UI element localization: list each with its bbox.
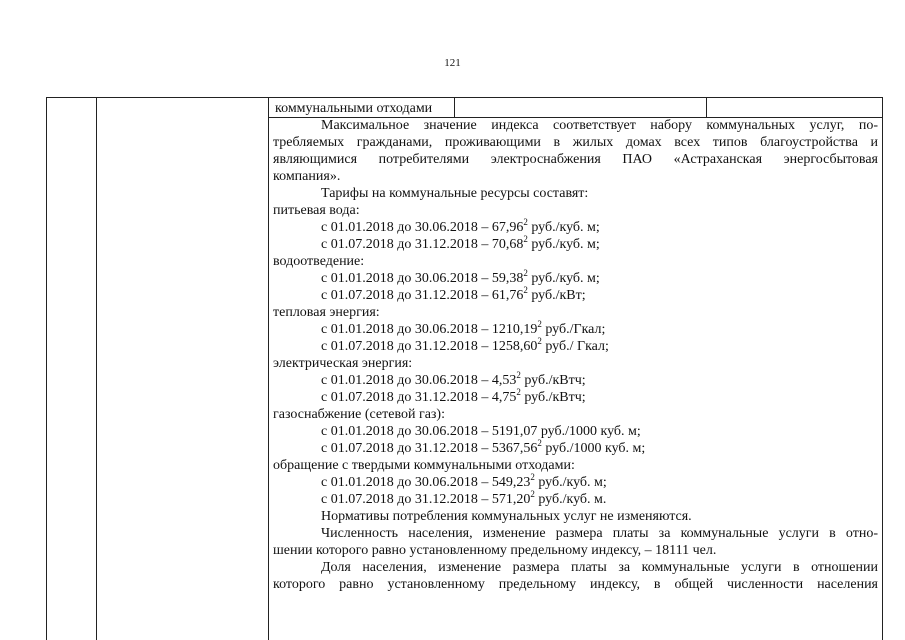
table-border-left [46, 97, 47, 640]
table-border-right [882, 97, 883, 640]
gas-tariff-1: с 01.01.2018 до 30.06.2018 – 5191,07 руб./1000 куб. м; [321, 424, 641, 439]
table-column-divider-1 [96, 97, 97, 640]
norms-text: Нормативы потребления коммунальных услуг не изменяются. [321, 509, 692, 524]
waste-label: обращение с твердыми коммунальными отходами: [273, 458, 575, 473]
heat-tariff-1: с 01.01.2018 до 30.06.2018 – 1210,19$^2$ руб./Гкал; [321, 319, 606, 337]
sewage-tariff-2: с 01.07.2018 до 31.12.2018 – 61,76$^2$ руб./кВт; [321, 285, 586, 303]
water-tariff-1: с 01.01.2018 до 30.06.2018 – 67,96$^2$ руб./куб. м; [321, 217, 600, 235]
text-block [273, 100, 878, 593]
paragraph-line: компания». [273, 169, 341, 184]
population-line: Численность населения, изменение размера платы за коммунальные услуги в отно- [321, 526, 878, 541]
gas-tariff-2: с 01.07.2018 до 31.12.2018 – 5367,56$^2$ руб./1000 куб. м; [321, 438, 646, 456]
waste-tariff-1: с 01.01.2018 до 30.06.2018 – 549,23$^2$ руб./куб. м; [321, 472, 607, 490]
gas-label: газоснабжение (сетевой газ): [273, 407, 445, 422]
first-line-text: коммунальными отходами [275, 101, 433, 116]
share-line: которого равно установленному предельному индексу, в общей численности населения [273, 577, 878, 592]
sewage-tariff-1: с 01.01.2018 до 30.06.2018 – 59,38$^2$ руб./куб. м; [321, 268, 600, 286]
heat-label: тепловая энергия: [273, 305, 380, 320]
table-column-divider-2 [268, 97, 269, 640]
page-number: 121 [444, 57, 461, 69]
heat-tariff-2: с 01.07.2018 до 31.12.2018 – 1258,60$^2$ руб./ Гкал; [321, 336, 609, 354]
tariffs-intro: Тарифы на коммунальные ресурсы составят: [321, 186, 589, 201]
paragraph-line: являющимися потребителями электроснабжения ПАО «Астраханская энергосбытовая [273, 152, 878, 167]
population-line: шении которого равно установленному предельному индексу, – 18111 чел. [273, 543, 717, 558]
water-label: питьевая вода: [273, 203, 360, 218]
electricity-label: электрическая энергия: [273, 356, 413, 371]
waste-tariff-2: с 01.07.2018 до 31.12.2018 – 571,20$^2$ руб./куб. м. [321, 489, 607, 507]
table-border-top [46, 97, 883, 98]
electricity-tariff-1: с 01.01.2018 до 30.06.2018 – 4,53$^2$ руб./кВтч; [321, 370, 586, 388]
water-tariff-2: с 01.07.2018 до 31.12.2018 – 70,68$^2$ руб./куб. м; [321, 234, 600, 252]
share-line: Доля населения, изменение размера платы за коммунальные услуги в отношении [321, 560, 878, 575]
electricity-tariff-2: с 01.07.2018 до 31.12.2018 – 4,75$^2$ руб./кВтч; [321, 387, 586, 405]
paragraph-line: Максимальное значение индекса соответствует набору коммунальных услуг, по- [321, 118, 878, 133]
paragraph-line: требляемых гражданами, проживающими в жилых домах всех типов благоустройства и [273, 135, 878, 150]
sewage-label: водоотведение: [273, 254, 365, 269]
